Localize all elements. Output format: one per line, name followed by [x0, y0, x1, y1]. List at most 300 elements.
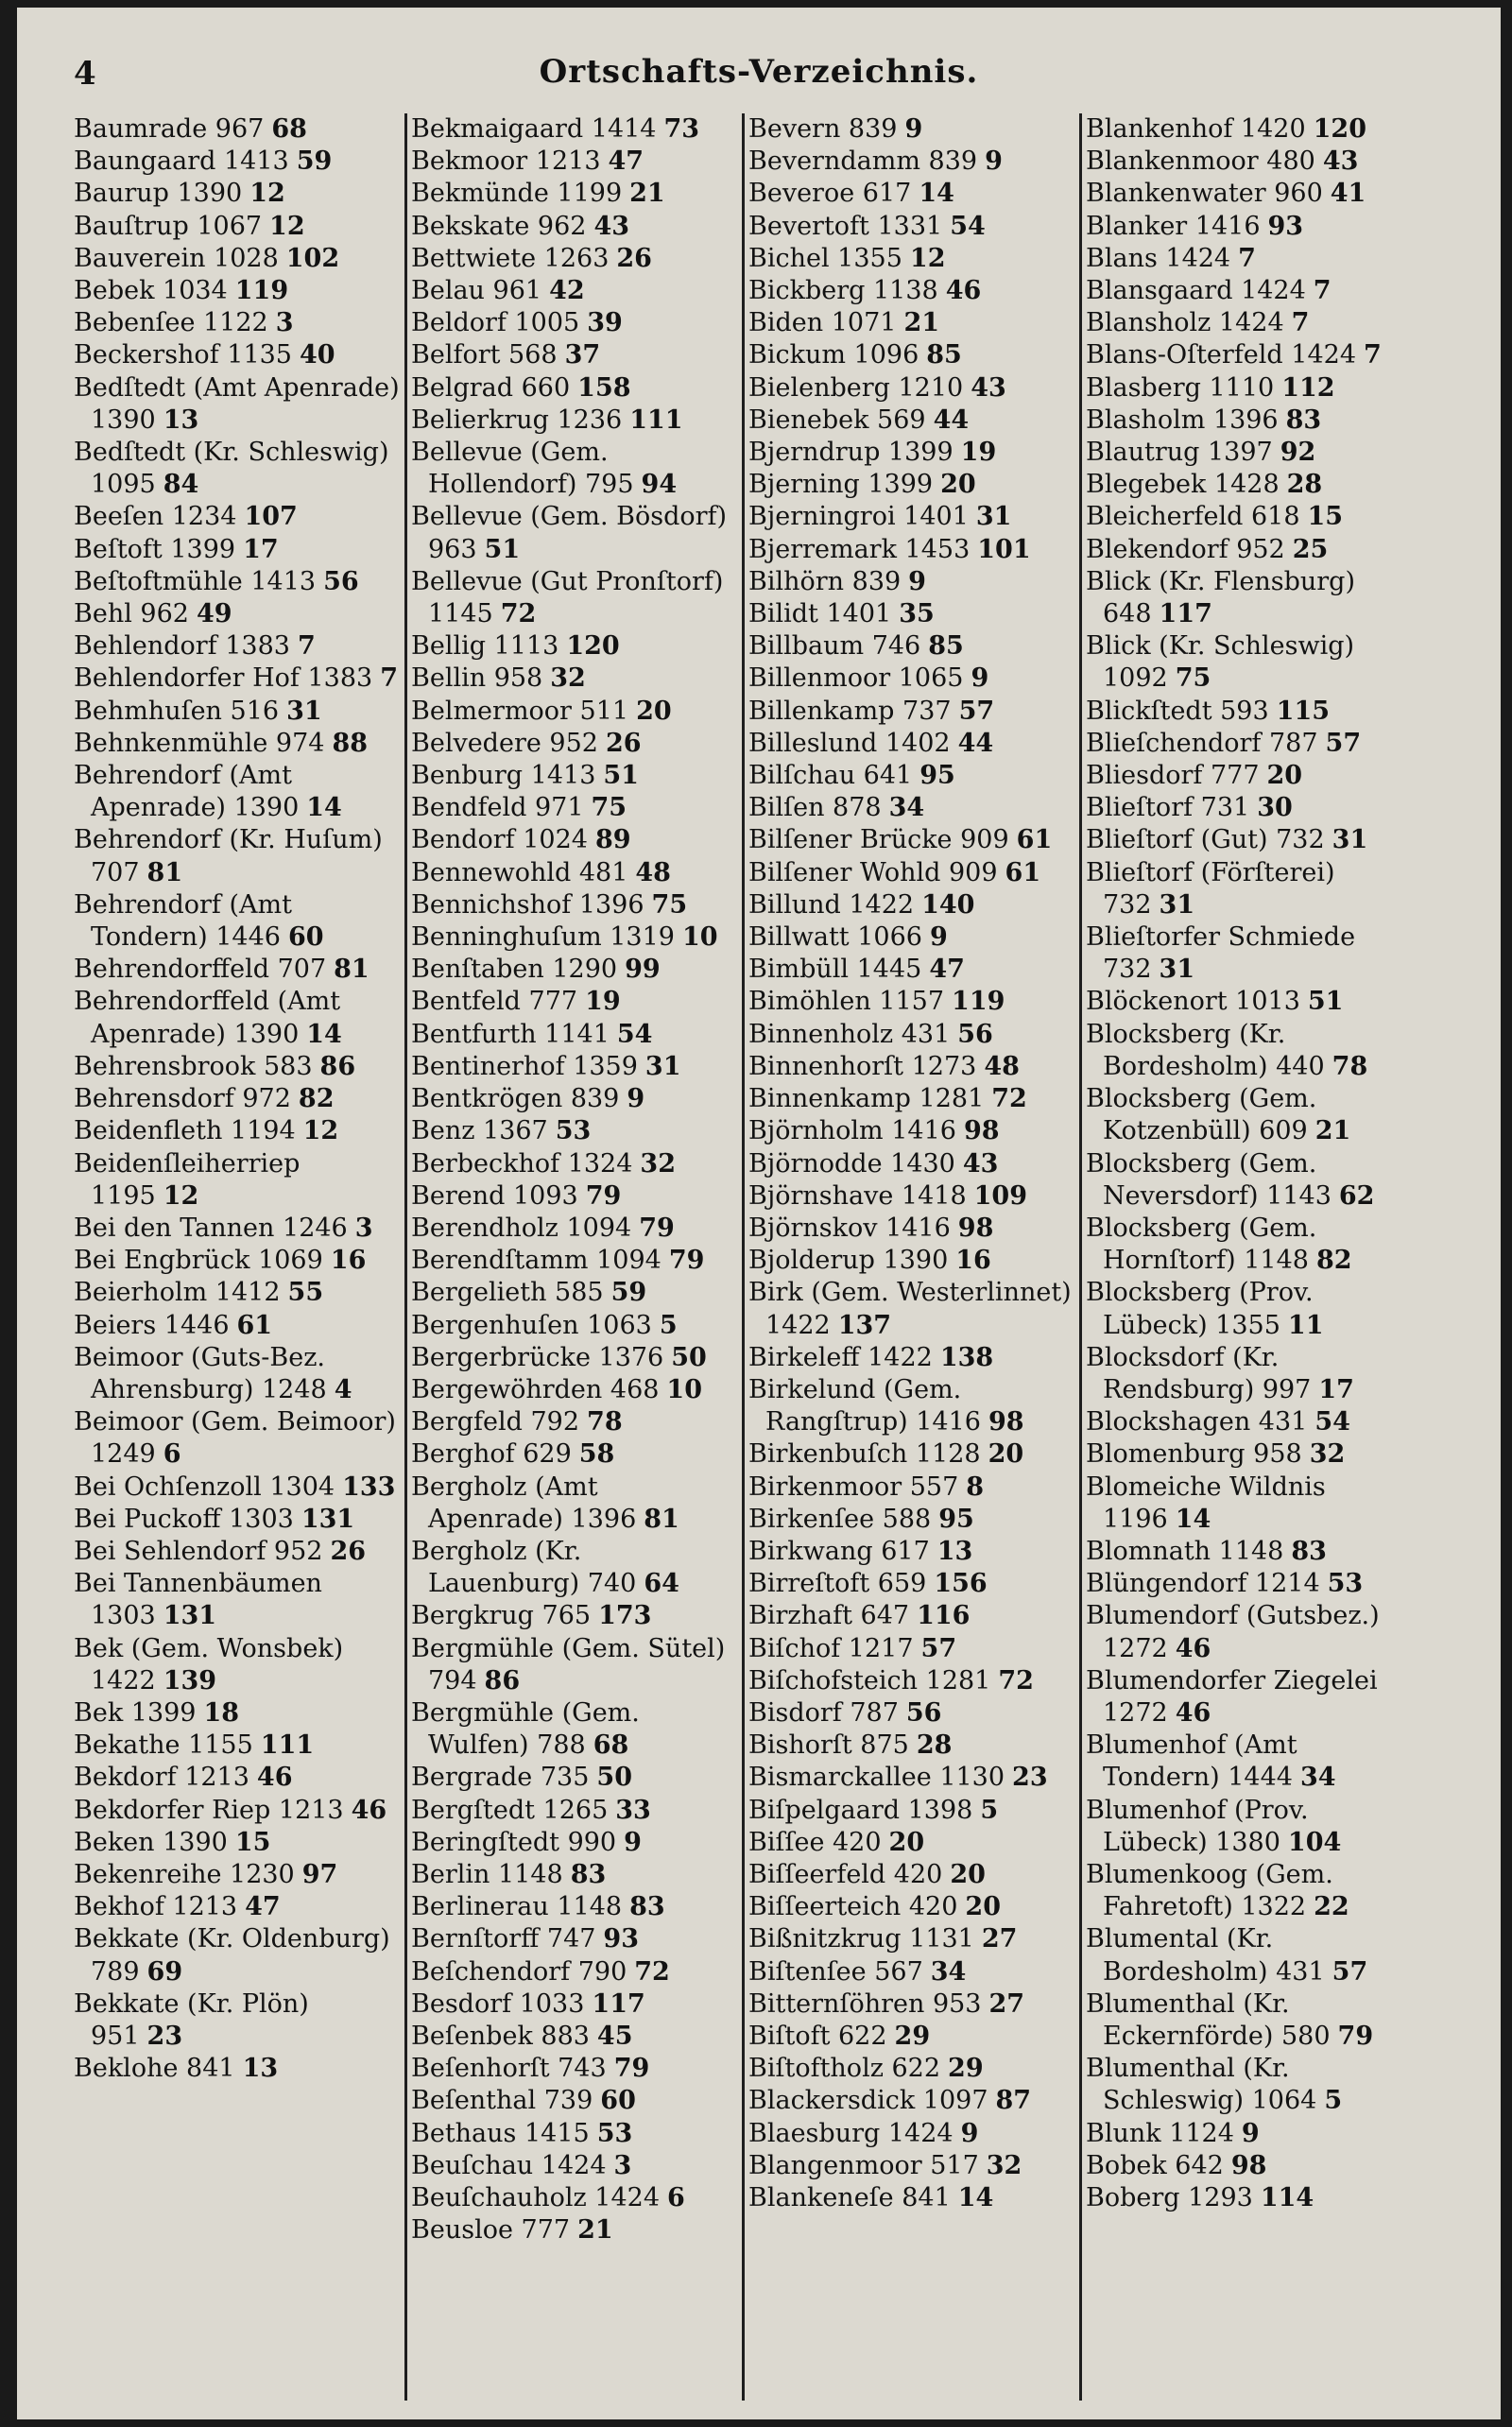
entry	[74, 1148, 400, 1213]
entry	[748, 372, 1074, 404]
entry-page-ref: 56	[957, 1019, 993, 1049]
entry-place-name: Birkeleff 1422	[748, 1342, 933, 1372]
entry	[748, 1697, 1074, 1730]
entry	[1086, 307, 1412, 339]
entry	[74, 534, 400, 566]
entry-place-name: Bekkate (Kr. Plön) 951	[74, 1988, 309, 2051]
entry	[411, 792, 737, 824]
entry	[748, 1827, 1074, 1859]
entry-place-name: Berlin 1148	[411, 1859, 563, 1889]
entry-page-ref: 119	[234, 276, 289, 306]
entry-place-name: Bjerningroi 1401	[748, 502, 969, 532]
entry	[748, 728, 1074, 760]
entry-page-ref: 104	[1287, 1827, 1342, 1857]
entry	[748, 1988, 1074, 2021]
entry-page-ref: 57	[920, 1633, 957, 1663]
entry-place-name: Blankenhof 1420	[1086, 114, 1306, 144]
entry-place-name: Blumental (Kr. Bordesholm) 431	[1086, 1924, 1325, 1987]
entry	[1086, 339, 1412, 371]
entry-place-name: Beklohe 841	[74, 2054, 235, 2084]
entry	[1086, 1472, 1412, 1536]
entry	[1086, 501, 1412, 533]
entry	[74, 243, 400, 275]
entry	[411, 2214, 737, 2246]
entry-place-name: Björnskov 1416	[748, 1213, 951, 1243]
entry-page-ref: 49	[196, 599, 232, 629]
entry-place-name: Bergfeld 792	[411, 1407, 580, 1437]
entry-place-name: Blickſtedt 593	[1086, 696, 1269, 726]
entry-place-name: Blocksberg (Gem. Hornſtorf) 1148	[1086, 1213, 1317, 1276]
entry-page-ref: 93	[603, 1924, 639, 1954]
entry	[411, 1310, 737, 1342]
entry	[748, 954, 1074, 986]
entry	[411, 2053, 737, 2085]
entry	[74, 1923, 400, 1988]
entry-page-ref: 41	[1330, 179, 1366, 209]
entry-place-name: Bauverein 1028	[74, 243, 279, 273]
entry-place-name: Birkenbuſch 1128	[748, 1439, 981, 1470]
entry	[1086, 404, 1412, 437]
entry	[748, 566, 1074, 598]
entry-page-ref: 10	[666, 1374, 702, 1404]
entry-place-name: Bilidt 1401	[748, 599, 892, 629]
entry	[74, 1245, 400, 1277]
entry-page-ref: 79	[585, 1180, 622, 1211]
entry	[748, 2021, 1074, 2053]
entry-place-name: Bishorſt 875	[748, 1730, 909, 1761]
entry-page-ref: 54	[616, 1019, 653, 1049]
entry-page-ref: 20	[940, 470, 976, 500]
entry	[748, 1277, 1074, 1341]
entry	[74, 954, 400, 986]
entry-place-name: Bedſtedt (Kr. Schleswig) 1095	[74, 438, 389, 500]
entry-place-name: Blumenhof (Prov. Lübeck) 1380	[1086, 1795, 1309, 1857]
entry	[411, 307, 737, 339]
entry-place-name: Bek (Gem. Wonsbek) 1422	[74, 1633, 344, 1695]
entry-page-ref: 9	[971, 663, 989, 694]
entry	[1086, 1406, 1412, 1438]
entry-page-ref: 75	[591, 793, 627, 823]
entry	[1086, 1795, 1412, 1859]
entry-page-ref: 109	[973, 1180, 1028, 1211]
entry	[1086, 1342, 1412, 1406]
entry-place-name: Blansgaard 1424	[1086, 276, 1306, 306]
entry-place-name: Blumendorfer Ziegelei 1272	[1086, 1665, 1378, 1728]
entry-page-ref: 83	[1285, 404, 1322, 435]
entry-page-ref: 88	[332, 728, 369, 758]
entry	[1086, 1568, 1412, 1600]
entry-page-ref: 30	[1257, 793, 1293, 823]
entry	[411, 243, 737, 275]
entry-page-ref: 94	[641, 470, 678, 500]
entry	[748, 889, 1074, 921]
entry-place-name: Billund 1422	[748, 889, 915, 920]
entry	[748, 501, 1074, 533]
entry-place-name: Birreſtoft 659	[748, 1569, 927, 1599]
entry-place-name: Beierholm 1412	[74, 1278, 281, 1308]
entry-place-name: Belierkrug 1236	[411, 404, 623, 435]
entry	[411, 728, 737, 760]
entry-page-ref: 98	[957, 1213, 994, 1243]
entry-page-ref: 61	[1016, 825, 1053, 855]
entry-page-ref: 28	[1286, 470, 1323, 500]
entry-page-ref: 3	[354, 1213, 373, 1243]
entry-place-name: Bellevue (Gem. Bösdorf) 963	[411, 502, 728, 564]
entry	[748, 598, 1074, 630]
entry-page-ref: 72	[634, 1956, 670, 1987]
entry	[748, 243, 1074, 275]
entry-place-name: Berend 1093	[411, 1180, 578, 1211]
entry-place-name: Beeſen 1234	[74, 502, 237, 532]
entry-page-ref: 59	[610, 1278, 647, 1308]
entry-place-name: Blieſtorfer Schmiede 732	[1086, 922, 1356, 985]
entry	[748, 113, 1074, 146]
entry-place-name: Beimoor (Gem. Beimoor) 1249	[74, 1407, 396, 1470]
entry	[411, 1600, 737, 1632]
entry-place-name: Bichel 1355	[748, 243, 902, 273]
entry-page-ref: 9	[908, 566, 926, 596]
entry-page-ref: 140	[921, 889, 975, 920]
entry-page-ref: 8	[966, 1472, 985, 1502]
entry-page-ref: 61	[236, 1310, 273, 1340]
entry-page-ref: 31	[1159, 889, 1195, 920]
entry-place-name: Bergkrug 765	[411, 1601, 592, 1631]
entry	[411, 437, 737, 501]
entry-place-name: Blans 1424	[1086, 243, 1231, 273]
entry	[1086, 178, 1412, 210]
entry-page-ref: 79	[613, 2054, 650, 2084]
entry-place-name: Baurup 1390	[74, 179, 243, 209]
entry-page-ref: 68	[593, 1730, 629, 1761]
entry	[748, 404, 1074, 437]
entry-place-name: Blomnath 1148	[1086, 1536, 1284, 1566]
entry-place-name: Beveroe 617	[748, 179, 912, 209]
entry-page-ref: 95	[919, 761, 955, 791]
entry-place-name: Birkelund (Gem. Rangſtrup) 1416	[748, 1374, 981, 1437]
entry-place-name: Blumenthal (Kr. Eckernförde) 580	[1086, 1988, 1331, 2051]
entry-place-name: Bekdorf 1213	[74, 1763, 249, 1793]
entry	[748, 469, 1074, 501]
entry-page-ref: 17	[243, 534, 279, 564]
entry-place-name: Blocksdorf (Kr. Rendsburg) 997	[1086, 1342, 1312, 1404]
entry-place-name: Bei Sehlendorf 952	[74, 1536, 323, 1566]
entry-page-ref: 20	[965, 1892, 1001, 1922]
entry-place-name: Bebenſee 1122	[74, 308, 268, 338]
entry	[411, 501, 737, 565]
entry	[1086, 146, 1412, 178]
entry	[748, 1665, 1074, 1697]
entry-page-ref: 84	[163, 470, 199, 500]
column-rule	[742, 113, 745, 2401]
entry-page-ref: 97	[301, 1859, 338, 1889]
entry-place-name: Biſſeerfeld 420	[748, 1859, 943, 1889]
entry-place-name: Billeslund 1402	[748, 728, 951, 758]
entry-place-name: Bethaus 1415	[411, 2118, 590, 2148]
entry-place-name: Bentinerhof 1359	[411, 1051, 638, 1081]
entry-place-name: Blick (Kr. Flensburg) 648	[1086, 566, 1355, 629]
entry	[74, 630, 400, 663]
entry-page-ref: 56	[323, 566, 359, 596]
entry-page-ref: 57	[958, 696, 995, 726]
entry-page-ref: 119	[952, 987, 1005, 1017]
entry-place-name: Bentkrögen 839	[411, 1084, 620, 1114]
entry-place-name: Bei Engbrück 1069	[74, 1246, 323, 1276]
entry-place-name: Beverndamm 839	[748, 146, 978, 177]
entry	[411, 2150, 737, 2182]
entry-place-name: Blöckenort 1013	[1086, 987, 1300, 1017]
entry-page-ref: 46	[1175, 1697, 1211, 1728]
entry	[411, 1795, 737, 1827]
entry	[411, 1051, 737, 1083]
entry-place-name: Bilſen 878	[748, 793, 882, 823]
entry-place-name: Bilſchau 641	[748, 761, 913, 791]
entry	[748, 1051, 1074, 1083]
entry	[411, 663, 737, 695]
entry-page-ref: 111	[260, 1730, 315, 1761]
entry	[1086, 113, 1412, 146]
column-2	[411, 113, 737, 2401]
entry	[411, 1019, 737, 1051]
entry-place-name: Beuſchau 1424	[411, 2150, 607, 2180]
entry-page-ref: 57	[1332, 1956, 1368, 1987]
entry-page-ref: 72	[991, 1084, 1027, 1114]
entry-page-ref: 9	[904, 114, 923, 144]
entry-place-name: Beringſtedt 990	[411, 1827, 617, 1857]
entry-page-ref: 16	[330, 1246, 367, 1276]
entry	[74, 598, 400, 630]
entry-place-name: Blanker 1416	[1086, 211, 1261, 241]
entry	[1086, 728, 1412, 760]
entry-page-ref: 59	[296, 146, 333, 177]
entry-place-name: Bergſtedt 1265	[411, 1795, 609, 1825]
entry-place-name: Bergenhuſen 1063	[411, 1310, 652, 1340]
entry-page-ref: 12	[269, 211, 305, 241]
entry-page-ref: 4	[334, 1374, 352, 1404]
entry-place-name: Benz 1367	[411, 1116, 548, 1146]
entry	[1086, 2150, 1412, 2182]
entry-page-ref: 101	[977, 534, 1031, 564]
entry-page-ref: 9	[624, 1827, 642, 1857]
entry-place-name: Berghof 629	[411, 1439, 572, 1470]
entry	[74, 437, 400, 501]
entry-place-name: Behlendorfer Hof 1383	[74, 663, 373, 694]
entry	[748, 2085, 1074, 2117]
entry-page-ref: 5	[659, 1310, 678, 1340]
entry	[74, 146, 400, 178]
entry-place-name: Biſchof 1217	[748, 1633, 914, 1663]
entry-place-name: Biden 1071	[748, 308, 897, 338]
entry-place-name: Biſtenſee 567	[748, 1956, 923, 1987]
entry-place-name: Bergholz (Amt Apenrade) 1396	[411, 1472, 637, 1534]
entry	[1086, 1148, 1412, 1213]
entry-page-ref: 6	[667, 2183, 685, 2212]
entry-page-ref: 98	[963, 1116, 1000, 1146]
entry	[411, 954, 737, 986]
entry-page-ref: 86	[319, 1051, 356, 1081]
entry-place-name: Bellin 958	[411, 663, 543, 694]
entry	[411, 146, 737, 178]
entry	[1086, 2182, 1412, 2214]
entry-place-name: Beiers 1446	[74, 1310, 230, 1340]
entry-place-name: Behrendorffeld (Amt Apenrade) 1390	[74, 987, 341, 1049]
entry-place-name: Blocksberg (Prov. Lübeck) 1355	[1086, 1278, 1314, 1340]
entry	[74, 275, 400, 307]
entry-place-name: Blüngendorf 1214	[1086, 1569, 1320, 1599]
entry	[1086, 792, 1412, 824]
entry-place-name: Binnenkamp 1281	[748, 1084, 985, 1114]
entry-place-name: Bei Ochſenzoll 1304	[74, 1472, 335, 1502]
entry-place-name: Blegebek 1428	[1086, 470, 1280, 500]
entry	[748, 2118, 1074, 2150]
entry	[748, 824, 1074, 856]
entry-place-name: Behrendorf (Amt Tondern) 1446	[74, 889, 292, 953]
entry-place-name: Belgrad 660	[411, 372, 571, 403]
page-number: 4	[74, 55, 96, 93]
entry-page-ref: 10	[681, 922, 718, 953]
entry-place-name: Benſtaben 1290	[411, 955, 618, 985]
entry	[1086, 986, 1412, 1018]
directory-page	[17, 8, 1501, 2419]
entry-place-name: Biſſeerteich 420	[748, 1892, 958, 1922]
entry-place-name: Bei Tannenbäumen 1303	[74, 1569, 322, 1631]
entry-place-name: Bernſtorff 747	[411, 1924, 596, 1954]
entry-page-ref: 13	[242, 2054, 279, 2084]
entry-page-ref: 14	[306, 793, 342, 823]
entry	[748, 1891, 1074, 1923]
entry-place-name: Biſtoft 622	[748, 2021, 887, 2051]
entry-page-ref: 33	[615, 1795, 651, 1825]
entry	[748, 2182, 1074, 2214]
entry-page-ref: 55	[287, 1278, 324, 1308]
entry-page-ref: 14	[957, 2183, 994, 2212]
entry-page-ref: 21	[629, 179, 665, 209]
entry-place-name: Behrendorffeld 707	[74, 955, 327, 985]
entry	[74, 307, 400, 339]
entry-page-ref: 31	[286, 696, 322, 726]
entry-place-name: Bek 1399	[74, 1697, 197, 1728]
entry-page-ref: 18	[203, 1697, 240, 1728]
entry	[74, 1568, 400, 1632]
entry-page-ref: 50	[671, 1342, 707, 1372]
entry-place-name: Blasholm 1396	[1086, 404, 1279, 435]
entry-page-ref: 20	[888, 1827, 925, 1857]
entry	[748, 1600, 1074, 1632]
entry-place-name: Berendſtamm 1094	[411, 1246, 662, 1276]
entry	[748, 1019, 1074, 1051]
entry	[74, 728, 400, 760]
entry	[74, 889, 400, 954]
entry-page-ref: 7	[380, 663, 399, 694]
entry-place-name: Bentfeld 777	[411, 987, 578, 1017]
entry	[748, 1923, 1074, 1955]
entry-page-ref: 9	[627, 1084, 645, 1114]
entry-place-name: Birkenmoor 557	[748, 1472, 959, 1502]
entry-page-ref: 51	[603, 761, 639, 791]
entry-page-ref: 42	[549, 276, 585, 306]
entry-page-ref: 32	[986, 2150, 1022, 2180]
entry	[74, 696, 400, 728]
entry-place-name: Bimbüll 1445	[748, 955, 922, 985]
entry-page-ref: 112	[1281, 372, 1335, 403]
entry-place-name: Björnodde 1430	[748, 1148, 955, 1179]
entry	[748, 630, 1074, 663]
entry-place-name: Blieſtorf (Gut) 732	[1086, 825, 1325, 855]
entry	[748, 1148, 1074, 1180]
entry-page-ref: 26	[330, 1536, 367, 1566]
entry	[411, 339, 737, 371]
entry-place-name: Beuſchauholz 1424	[411, 2183, 660, 2212]
entry-place-name: Bentfurth 1141	[411, 1019, 610, 1049]
entry-place-name: Bitternſöhren 953	[748, 1988, 982, 2019]
entry	[74, 339, 400, 371]
entry-place-name: Bjerndrup 1399	[748, 438, 954, 468]
entry-place-name: Bekhof 1213	[74, 1892, 238, 1922]
entry	[74, 1277, 400, 1309]
entry	[411, 1245, 737, 1277]
entry-page-ref: 86	[484, 1665, 521, 1695]
entry-page-ref: 14	[1175, 1504, 1211, 1534]
entry-page-ref: 47	[245, 1892, 281, 1922]
entry	[411, 1342, 737, 1374]
entry-page-ref: 139	[163, 1665, 217, 1695]
entry-page-ref: 81	[644, 1504, 679, 1534]
entry	[748, 2150, 1074, 2182]
entry-page-ref: 72	[998, 1665, 1034, 1695]
entry-page-ref: 79	[668, 1246, 705, 1276]
entry-place-name: Bergholz (Kr. Lauenburg) 740	[411, 1536, 637, 1599]
entry	[1086, 1536, 1412, 1568]
entry-place-name: Blankenmoor 480	[1086, 146, 1315, 177]
entry-page-ref: 14	[919, 179, 954, 209]
entry	[1086, 696, 1412, 728]
entry-page-ref: 131	[163, 1601, 217, 1631]
entry-place-name: Bekmaigaard 1414	[411, 114, 657, 144]
entry	[1086, 1213, 1412, 1277]
entry-page-ref: 131	[301, 1504, 355, 1534]
entry	[411, 2182, 737, 2214]
entry	[411, 1115, 737, 1147]
entry-page-ref: 5	[1324, 2086, 1343, 2116]
entry-page-ref: 107	[244, 502, 298, 532]
entry-place-name: Bisdorf 787	[748, 1697, 899, 1728]
column-1	[74, 113, 400, 2401]
entry-place-name: Bekdorfer Riep 1213	[74, 1795, 344, 1825]
entry-place-name: Bennewohld 481	[411, 857, 628, 887]
entry-place-name: Bergrade 735	[411, 1763, 590, 1793]
entry-place-name: Björnholm 1416	[748, 1116, 956, 1146]
entry-page-ref: 81	[334, 955, 369, 985]
entry	[74, 824, 400, 888]
entry	[1086, 824, 1412, 856]
entry-place-name: Beidenſleiherriep 1195	[74, 1148, 301, 1211]
entry-page-ref: 32	[1309, 1439, 1346, 1470]
entry-place-name: Blocksberg (Gem. Kotzenbüll) 609	[1086, 1084, 1317, 1146]
entry	[748, 211, 1074, 243]
entry	[411, 178, 737, 210]
entry-page-ref: 5	[980, 1795, 999, 1825]
entry-place-name: Blockshagen 431	[1086, 1407, 1308, 1437]
entry	[74, 986, 400, 1050]
entry-page-ref: 54	[1314, 1407, 1350, 1437]
entry	[1086, 372, 1412, 404]
entry	[411, 113, 737, 146]
entry-place-name: Berendholz 1094	[411, 1213, 632, 1243]
entry-place-name: Birk (Gem. Westerlinnet) 1422	[748, 1278, 1072, 1340]
column-3	[748, 113, 1074, 2401]
entry-place-name: Bjerning 1399	[748, 470, 934, 500]
entry-place-name: Baungaard 1413	[74, 146, 289, 177]
entry-page-ref: 68	[271, 114, 307, 144]
